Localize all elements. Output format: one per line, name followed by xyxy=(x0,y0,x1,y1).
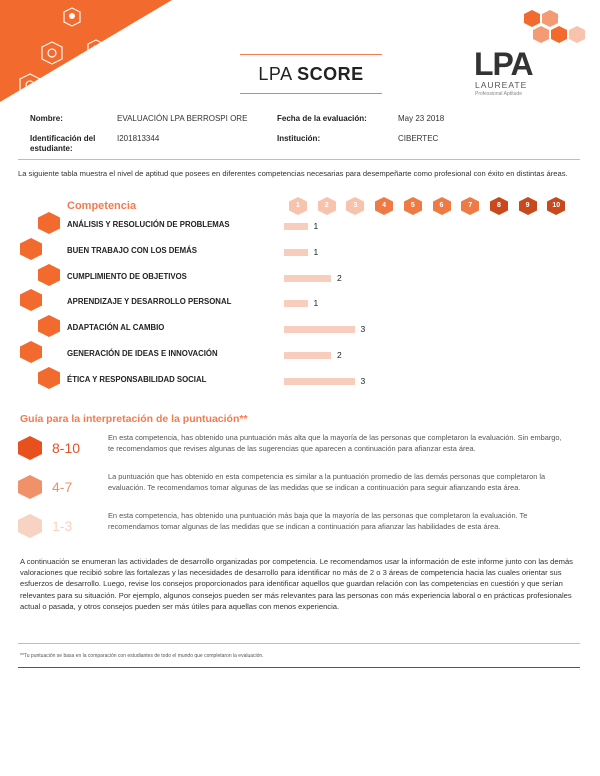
corner-banner xyxy=(0,0,172,102)
scale-hex xyxy=(318,197,336,215)
score-value: 3 xyxy=(360,324,366,335)
logo-sub: LAUREATE xyxy=(475,80,528,90)
date-label: Fecha de la evaluación: xyxy=(277,114,367,123)
competency-name: APRENDIZAJE Y DESARROLLO PERSONAL xyxy=(67,297,232,307)
score-value: 1 xyxy=(313,246,319,257)
scale-label: 2 xyxy=(324,202,329,209)
score-value: 2 xyxy=(337,350,342,360)
scale-hex xyxy=(490,197,508,215)
level-hex xyxy=(18,436,42,460)
tree-icon xyxy=(20,289,64,315)
page-title xyxy=(240,54,382,94)
title-bold: SCORE xyxy=(297,64,364,84)
score-bar xyxy=(284,326,355,333)
lpa-logo xyxy=(470,8,590,100)
competency-name: ADAPTACIÓN AL CAMBIO xyxy=(67,323,165,333)
level-range: 1-3 xyxy=(52,518,73,534)
level-hex xyxy=(18,475,42,499)
logo-text: LPA xyxy=(474,46,533,82)
scale-hex xyxy=(346,197,364,215)
scale-label: 5 xyxy=(410,202,415,209)
intro-text: La siguiente tabla muestra el nivel de aptitud que posees en diferentes competencias necesarias para desempeñarte como profesional con éxito en distintas áreas. xyxy=(18,169,568,178)
divider xyxy=(18,667,580,668)
scale-label: 7 xyxy=(468,202,473,209)
score-bar xyxy=(284,378,355,385)
divider xyxy=(18,159,580,160)
level-description: La puntuación que has obtenido en esta competencia es similar a la puntuación promedio de las demás personas que completaron la evaluación. Te recomendamos tomar algunas de las medidas que se indican a continuación para seguir afianzando esta área. xyxy=(108,472,546,492)
scale-hex xyxy=(547,197,565,215)
level-description: En esta competencia, has obtenido una puntuación más alta que la mayoría de las personas que completaron la evaluación. Sin embargo, te recomendamos que revises algunas de las sugerencias que aparecen a continuación para afianzar esta área. xyxy=(108,433,562,453)
puzzle-icon xyxy=(20,212,64,238)
competency-name: BUEN TRABAJO CON LOS DEMÁS xyxy=(67,245,197,255)
date-value: May 23 2018 xyxy=(398,114,445,123)
score-value: 2 xyxy=(337,272,342,283)
closing-text: A continuación se enumeran las actividades de desarrollo organizadas por competencia. Le recomendamos usar la información de este informe junto con las demás valoraciones que recibió sobre las fortalezas y las necesidades de desarrollo para identificar no más de 2 o 3 áreas de competencia hacia las cuales orientar sus esfuerzos de desarrollo. Luego, revise los consejos proporcionados para identificar aquellos que guardan relación con las competencias en cuestión y que serían relevantes para su situación. Por ejemplo, algunos consejos pueden ser más relevantes para las personas con más experiencia laboral o en prácticas profesionales actual o pasada, y otros consejos pueden ser más útiles para aquellas con menos experiencia. xyxy=(20,557,573,611)
competency-name: ANÁLISIS Y RESOLUCIÓN DE PROBLEMAS xyxy=(67,220,230,229)
scale-hex xyxy=(461,197,479,215)
scale-label: 3 xyxy=(353,202,358,209)
score-bar xyxy=(284,352,331,359)
scale-label: 1 xyxy=(296,202,300,209)
scale-label: 4 xyxy=(382,202,387,209)
footnote: **Tu puntuación se basa en la comparación con estudiantes de todo el mundo que completaron la evaluación. xyxy=(20,653,264,659)
student-id-value: I201813344 xyxy=(117,134,160,143)
competency-name: CUMPLIMIENTO DE OBJETIVOS xyxy=(67,271,187,281)
logo-tagline: Professional Aptitude xyxy=(475,91,522,97)
divider xyxy=(18,643,580,644)
level-range: 4-7 xyxy=(52,479,73,495)
scale-hex xyxy=(519,197,537,215)
handshake-icon xyxy=(20,238,64,264)
target-icon xyxy=(20,264,64,290)
lightbulb-icon xyxy=(20,341,64,367)
level-hex xyxy=(18,514,42,538)
score-value: 1 xyxy=(313,221,319,231)
institution-value: CIBERTEC xyxy=(398,134,439,143)
guide-title: Guía para la interpretación de la puntuación** xyxy=(20,413,248,425)
scale-hex xyxy=(375,197,393,215)
scale-hex xyxy=(289,197,307,215)
scale-hex xyxy=(433,197,451,215)
score-bar xyxy=(284,275,331,282)
level-description: En esta competencia, has obtenido una puntuación más baja que la mayoría de las personas que completaron la evaluación. Te recomendamos tomar algunas de las medidas que se indican a continuación para afianzar las habilidades de esta área. xyxy=(108,511,528,531)
competency-name: ÉTICA Y RESPONSABILIDAD SOCIAL xyxy=(67,374,207,384)
scale-label: 9 xyxy=(525,202,530,209)
title-light: LPA xyxy=(258,64,293,84)
score-value: 3 xyxy=(360,375,366,386)
arrows-icon xyxy=(20,315,64,341)
score-bar xyxy=(284,223,308,230)
scale-hex xyxy=(404,197,422,215)
globe-icon xyxy=(20,367,64,393)
score-bar xyxy=(284,300,308,307)
scale-label: 10 xyxy=(552,202,561,209)
competency-heading: Competencia xyxy=(67,200,137,212)
competency-name: GENERACIÓN DE IDEAS E INNOVACIÓN xyxy=(67,349,218,358)
scale-label: 6 xyxy=(439,202,444,209)
score-value: 1 xyxy=(313,298,319,309)
student-id-label: Identificación del estudiante: xyxy=(30,134,96,153)
scale-label: 8 xyxy=(496,202,501,209)
level-range: 8-10 xyxy=(52,440,81,456)
name-value: EVALUACIÓN LPA BERROSPI ORE xyxy=(117,114,248,123)
score-bar xyxy=(284,249,308,256)
name-label: Nombre: xyxy=(30,114,63,123)
institution-label: Institución: xyxy=(277,134,321,143)
